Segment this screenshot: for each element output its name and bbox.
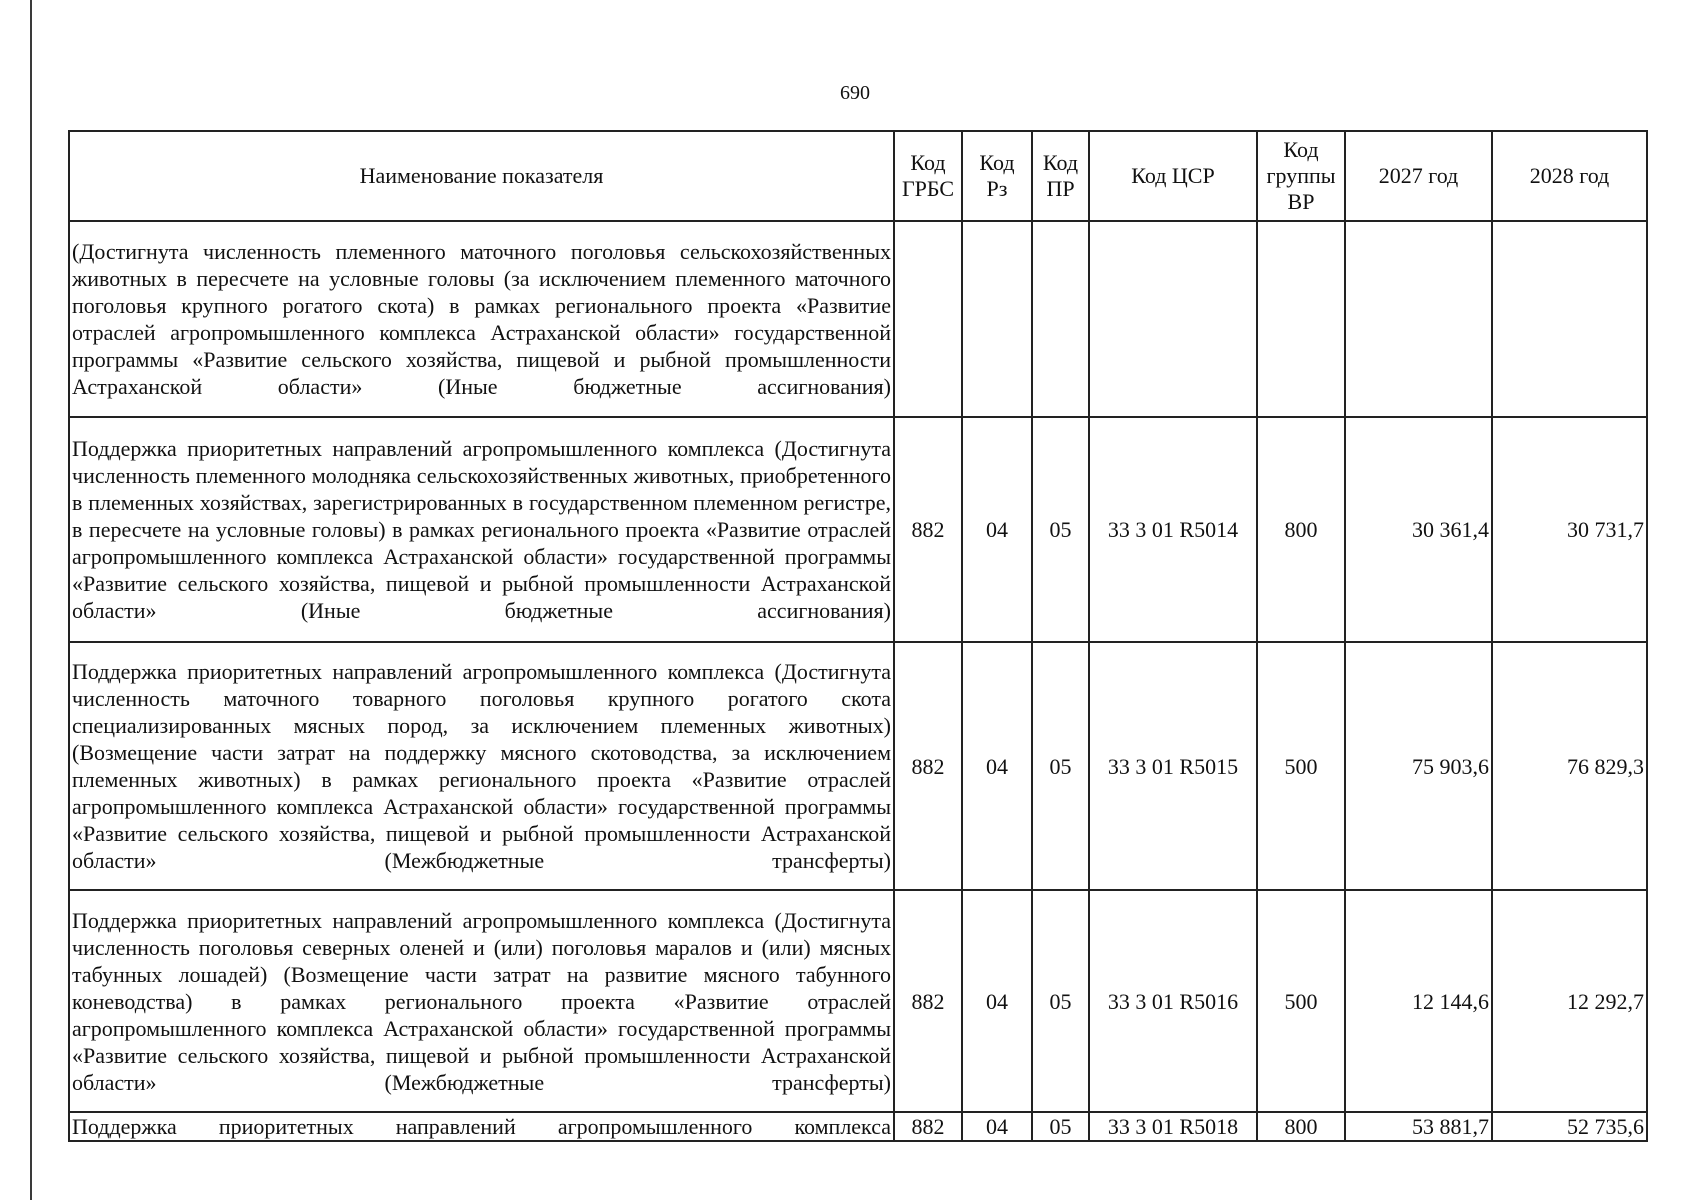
header-rz: Код Рз xyxy=(962,131,1032,221)
pr-cell: 05 xyxy=(1032,1112,1089,1141)
grbs-cell: 882 xyxy=(894,642,962,890)
table-header-row xyxy=(69,131,1647,221)
vr-cell: 500 xyxy=(1257,890,1345,1112)
pr-cell: 05 xyxy=(1032,890,1089,1112)
table-row xyxy=(69,221,1647,417)
amount-2028-cell: 52 735,6 xyxy=(1492,1112,1647,1141)
budget-table xyxy=(68,130,1648,1142)
header-name: Наименование показателя xyxy=(69,131,894,221)
header-pr: Код ПР xyxy=(1032,131,1089,221)
csr-cell: 33 3 01 R5015 xyxy=(1089,642,1257,890)
grbs-cell: 882 xyxy=(894,890,962,1112)
rz-cell: 04 xyxy=(962,1112,1032,1141)
pr-cell: 05 xyxy=(1032,417,1089,642)
header-2027: 2027 год xyxy=(1345,131,1492,221)
csr-cell: 33 3 01 R5016 xyxy=(1089,890,1257,1112)
table-row xyxy=(69,1112,1647,1141)
row-name-cell: Поддержка приоритетных направлений агропромышленного комплекса (Достигнута численность маточного товарного поголовья крупного рогатого скота специализированных мясных пород, за исключением племенных животных) (Возмещение части затрат на поддержку мясного скотоводства, за исключением племенных животных) в рамках регионального проекта «Развитие отраслей агропромышленного комплекса Астраханской области» государственной программы «Развитие сельского хозяйства, пищевой и рыбной промышленности Астраханской области» (Межбюджетные трансферты) xyxy=(69,642,894,890)
table-row xyxy=(69,642,1647,890)
table-row xyxy=(69,417,1647,642)
pr-cell xyxy=(1032,221,1089,417)
binding-margin-rule xyxy=(30,0,32,1200)
row-name-cell: Поддержка приоритетных направлений агропромышленного комплекса xyxy=(69,1112,894,1141)
csr-cell xyxy=(1089,221,1257,417)
amount-2027-cell: 30 361,4 xyxy=(1345,417,1492,642)
vr-cell: 800 xyxy=(1257,1112,1345,1141)
page-number: 690 xyxy=(840,82,870,104)
amount-2028-cell xyxy=(1492,221,1647,417)
row-name-cell: (Достигнута численность племенного маточного поголовья сельскохозяйственных животных в пересчете на условные головы (за исключением племенного маточного поголовья крупного рогатого скота) в рамках регионального проекта «Развитие отраслей агропромышленного комплекса Астраханской области» государственной программы «Развитие сельского хозяйства, пищевой и рыбной промышленности Астраханской области» (Иные бюджетные ассигнования) xyxy=(69,221,894,417)
amount-2027-cell xyxy=(1345,221,1492,417)
row-name-cell: Поддержка приоритетных направлений агропромышленного комплекса (Достигнута численность племенного молодняка сельскохозяйственных животных, приобретенного в племенных хозяйствах, зарегистрированных в государственном племенном регистре, в пересчете на условные головы) в рамках регионального проекта «Развитие отраслей агропромышленного комплекса Астраханской области» государственной программы «Развитие сельского хозяйства, пищевой и рыбной промышленности Астраханской области» (Иные бюджетные ассигнования) xyxy=(69,417,894,642)
csr-cell: 33 3 01 R5014 xyxy=(1089,417,1257,642)
rz-cell: 04 xyxy=(962,890,1032,1112)
grbs-cell: 882 xyxy=(894,417,962,642)
amount-2028-cell: 30 731,7 xyxy=(1492,417,1647,642)
row-name-cell: Поддержка приоритетных направлений агропромышленного комплекса (Достигнута численность поголовья северных оленей и (или) поголовья маралов и (или) мясных табунных лошадей) (Возмещение части затрат на развитие мясного табунного коневодства) в рамках регионального проекта «Развитие отраслей агропромышленного комплекса Астраханской области» государственной программы «Развитие сельского хозяйства, пищевой и рыбной промышленности Астраханской области» (Межбюджетные трансферты) xyxy=(69,890,894,1112)
header-2028: 2028 год xyxy=(1492,131,1647,221)
rz-cell: 04 xyxy=(962,417,1032,642)
vr-cell xyxy=(1257,221,1345,417)
amount-2027-cell: 75 903,6 xyxy=(1345,642,1492,890)
csr-cell: 33 3 01 R5018 xyxy=(1089,1112,1257,1141)
grbs-cell: 882 xyxy=(894,1112,962,1141)
header-grbs: Код ГРБС xyxy=(894,131,962,221)
amount-2027-cell: 12 144,6 xyxy=(1345,890,1492,1112)
rz-cell: 04 xyxy=(962,642,1032,890)
header-vr: Код группы ВР xyxy=(1257,131,1345,221)
grbs-cell xyxy=(894,221,962,417)
amount-2028-cell: 12 292,7 xyxy=(1492,890,1647,1112)
rz-cell xyxy=(962,221,1032,417)
table-row xyxy=(69,890,1647,1112)
vr-cell: 500 xyxy=(1257,642,1345,890)
header-csr: Код ЦСР xyxy=(1089,131,1257,221)
amount-2027-cell: 53 881,7 xyxy=(1345,1112,1492,1141)
pr-cell: 05 xyxy=(1032,642,1089,890)
amount-2028-cell: 76 829,3 xyxy=(1492,642,1647,890)
vr-cell: 800 xyxy=(1257,417,1345,642)
